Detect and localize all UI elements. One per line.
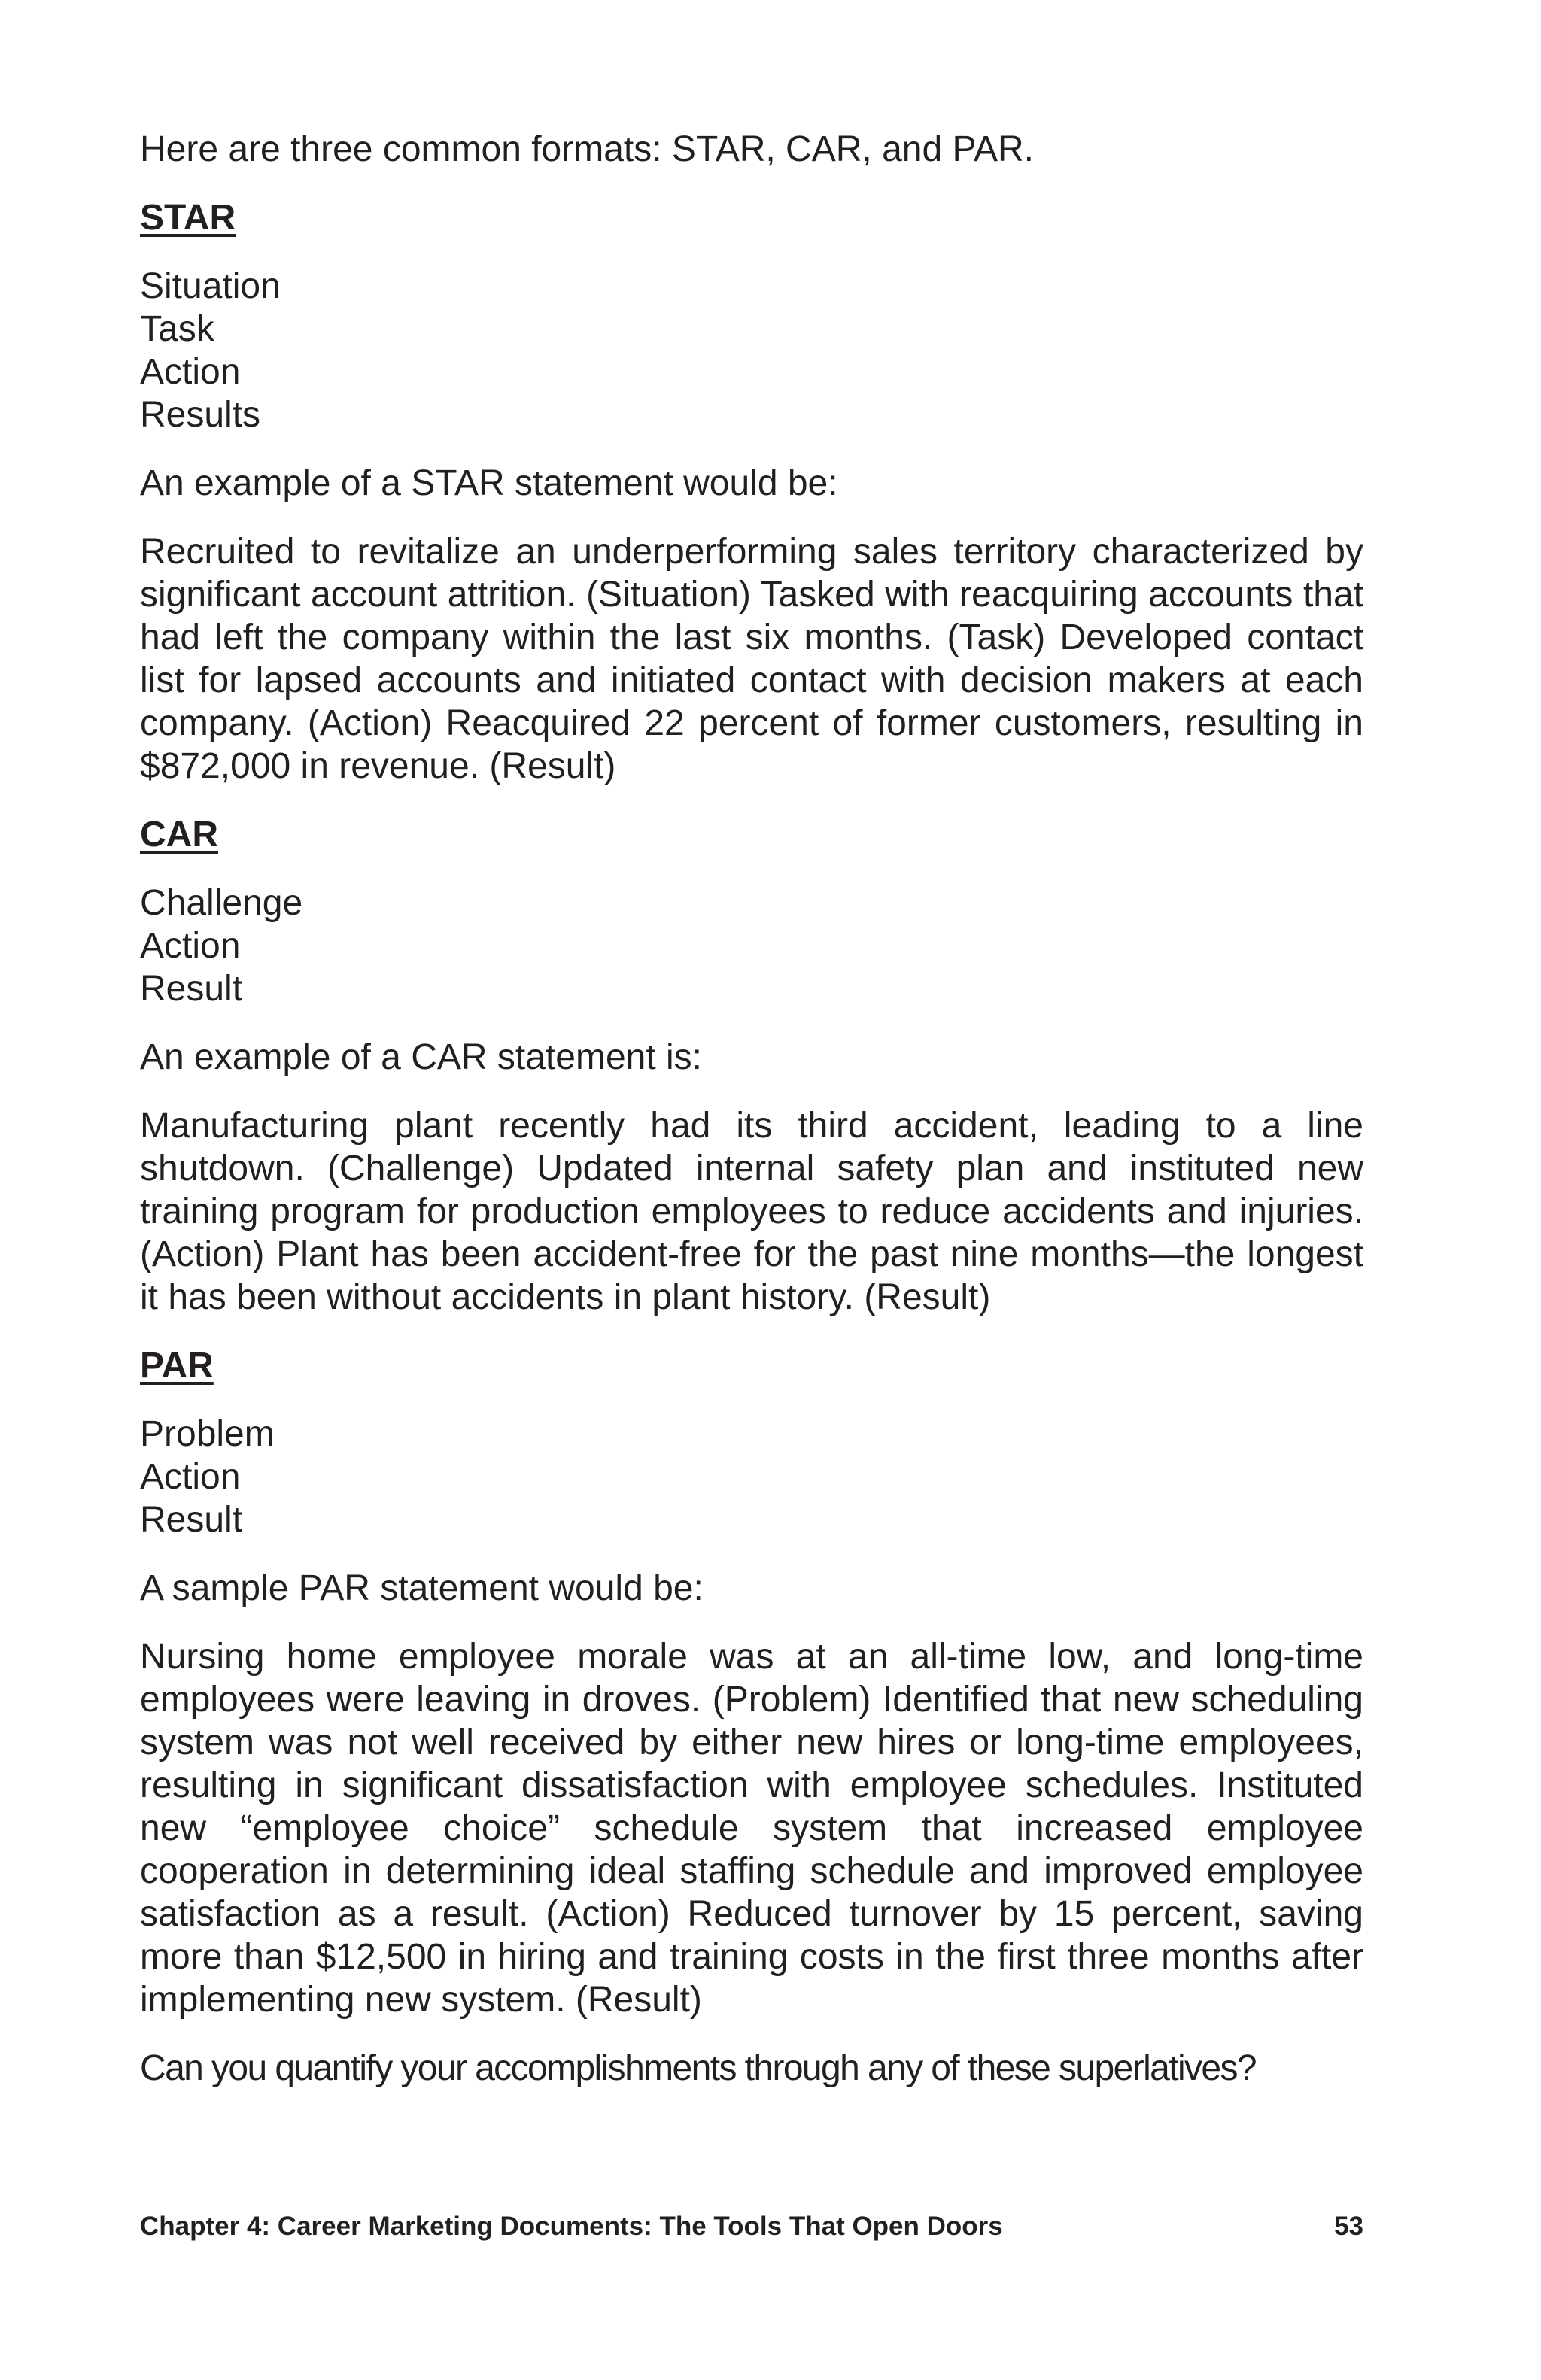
par-step-action: Action	[140, 1457, 241, 1497]
car-steps-list	[140, 882, 1363, 1010]
star-step-action: Action	[140, 352, 241, 392]
chapter-title: Chapter 4: Career Marketing Documents: The Tools That Open Doors	[140, 2212, 1003, 2241]
page-number: 53	[1334, 2212, 1363, 2241]
star-heading: STAR	[140, 198, 236, 238]
par-lead: A sample PAR statement would be:	[140, 1568, 704, 1608]
par-step-problem: Problem	[140, 1414, 275, 1454]
page-body	[140, 128, 1363, 2090]
par-steps-list	[140, 1413, 1363, 1541]
star-step-task: Task	[140, 309, 214, 349]
car-example: Manufacturing plant recently had its third accident, leading to a line shutdown. (Challenge) Updated internal safety plan and instituted new training program for production employees to reduce accidents and injuries. (Action) Plant has been accident-free for the past nine months—the longest it has been without accidents in plant history. (Result)	[140, 1106, 1363, 1317]
par-example: Nursing home employee morale was at an all-time low, and long-time employees were leaving in droves. (Problem) Identified that new scheduling system was not well received by either new hires or long-time employees, resulting in significant dissatisfaction with employee schedules. Instituted new “employee choice” schedule system that increased employee cooperation in determining ideal staffing schedule and improved employee satisfaction as a result. (Action) Reduced turnover by 15 percent, saving more than $12,500 in hiring and training costs in the first three months after implementing new system. (Result)	[140, 1637, 1363, 2020]
star-step-results: Results	[140, 395, 261, 435]
closing-question: Can you quantify your accomplishments through any of these superlatives?	[140, 2048, 1257, 2088]
par-heading: PAR	[140, 1346, 214, 1386]
par-section	[140, 1344, 1363, 2021]
car-step-result: Result	[140, 969, 243, 1009]
car-section	[140, 813, 1363, 1319]
page-footer	[140, 2212, 1363, 2242]
car-step-challenge: Challenge	[140, 883, 303, 923]
star-steps-list	[140, 265, 1363, 436]
par-step-result: Result	[140, 1500, 243, 1540]
car-lead: An example of a CAR statement is:	[140, 1037, 702, 1077]
star-example: Recruited to revitalize an underperforming sales territory characterized by significant account attrition. (Situation) Tasked with reacquiring accounts that had left the company within the last six months. (Task) Developed contact list for lapsed accounts and initiated contact with decision makers at each company. (Action) Reacquired 22 percent of former customers, resulting in $872,000 in revenue. (Result)	[140, 532, 1363, 786]
star-step-situation: Situation	[140, 266, 281, 306]
car-heading: CAR	[140, 815, 218, 855]
car-step-action: Action	[140, 926, 241, 966]
star-section	[140, 196, 1363, 788]
star-lead: An example of a STAR statement would be:	[140, 463, 838, 503]
intro-text: Here are three common formats: STAR, CAR, and PAR.	[140, 129, 1034, 169]
